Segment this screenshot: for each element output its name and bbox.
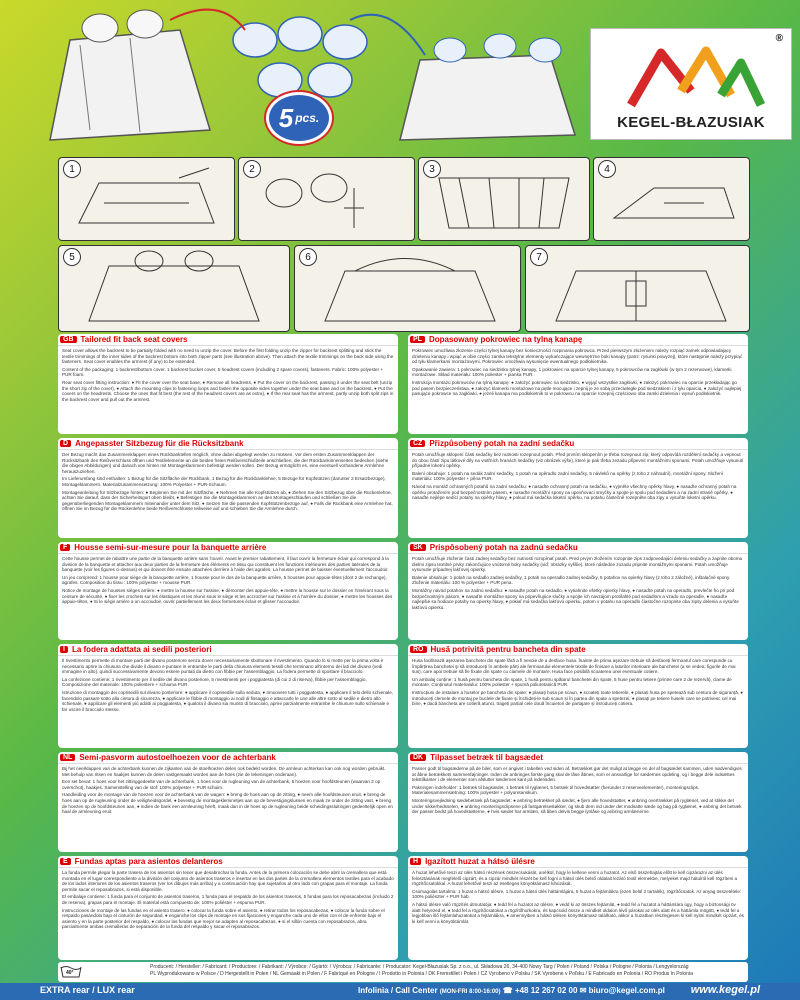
brand-logo bbox=[590, 28, 792, 140]
section-text: Balenie obsahuje: 1 potah na sedadlo zadnej sedačky, 1 potah na operadlo zadnej sedačky, 5 potahov na opierky hlavy (z toho 2 záložné), inštalačné spony. Zloženie materiálu: 100 % polyester + PUR pena. bbox=[412, 574, 731, 586]
producer-info: Producent: / Hersteller: / Fabricant: / Productore: / Fabrikant: / Výrobce: / Gyártó: / Výrobca: / Fabricante: / Producator: Kegel-Błazusiak Sp. z o.o., ul. Składowa 26, 34-400 Nowy Targ / Polen / Poland / Polska / Pologne / Polonia / Lengyelország bbox=[150, 964, 689, 970]
top-illustration-area bbox=[0, 0, 800, 152]
brand-name: KEGEL-BŁAZUSIAK bbox=[617, 114, 765, 131]
section-text: Un ambalaj conține: 1 husă pentru bancheta din spate, 1 husă pentru spătarul banchetei din spate, 5 huse pentru tetiere (printre care 2 de rezervă), clame de montare. Conținutul materialului: 100% poliester + spumă poliuretanică PUR. bbox=[412, 676, 732, 688]
section-title: Dopasowany pokrowiec na tylną kanapę bbox=[428, 335, 583, 344]
step-7-drawing bbox=[526, 246, 749, 331]
section-text: La funda permite plegar la parte trasera de los asientos sin tener que desabrochar la funda. Antes de la primera colocación se debe abrir la cremallera que está montada en el lugar correspondiente a la división del conjunto de asientos traseros e insertar en las dos partes de la cremallera elementos textiles para el acabado de los lados interiores de los asientos traseros (ver los dibujos más arriba) y a continuación hay que sujetarlos al otro lado con grapas para el montaje. La funda permite sacar el reposabrazos, si está disponible. bbox=[62, 870, 394, 892]
step-panel-3 bbox=[418, 157, 590, 241]
language-code: H bbox=[410, 858, 421, 865]
installation-steps bbox=[58, 157, 748, 330]
step-panel-6 bbox=[294, 245, 521, 332]
language-code: D bbox=[60, 440, 71, 447]
product-model: EXTRA rear / LUX rear bbox=[40, 985, 135, 995]
section-title: Přizpůsobený potah na zadní sedačku bbox=[429, 439, 575, 448]
registered-mark: ® bbox=[775, 33, 783, 44]
language-code: SK bbox=[410, 544, 426, 551]
section-title: Prispôsobený potah na zadnú sedačku bbox=[429, 543, 578, 552]
section-text: Een set bevat: 1 hoes voor het zittinggedeelte van de achterbank, 1 hoes voor de rugleuning van de achterbank, 5 hoezen voor hoofdsteunen (waarvan 2 op overschot), haakjes. Samenstelling van de stof: 100% polyester + PUR schuim. bbox=[62, 779, 381, 790]
section-text: Potah umožňuje sklopení části sedačky bez nutnosti rozepnout potah. Před prvním sklopením je třeba rozepnout zip, který odpovídá rozdělení sedačky a vepnout do obou částí zipu látkové díly na vnitřních hranách sedačky (viz obrázek výše), které je pak třeba zezadu připevnit montážními sponami. Potah umožňuje vysunutí případné loketní opěrky. bbox=[412, 452, 744, 469]
section-title: Angepasster Sitzbezug für die Rücksitzbank bbox=[75, 439, 244, 448]
phone-number[interactable]: +48 12 267 02 00 bbox=[514, 986, 578, 995]
section-dk bbox=[408, 752, 748, 852]
section-text: Instrukcja montażu pokrowców na tylną kanapę: ● założyć pokrowiec na siedzisko, ● wyjąć wszystkie zagłówki, ● założyć pokrowiec na oparcie przekładając go pod pasem bezpieczeństwa, ● założyć klamerki montażowe na pętle mocujące i zepnij je ze sobą przeciwległe pod siedziskiem i z tyłu oparcia, ● założyć najlepiej pasujące pokrowce na zagłówki, ● jeżeli kanapa ma podłokietnik to w pokrowcu na oparcie rozepnij częściowo oba zamki dzielenia i wysuń podłokietnik. bbox=[412, 379, 742, 397]
bottom-bar bbox=[0, 983, 800, 1000]
step-number: 3 bbox=[423, 160, 441, 178]
language-code: DK bbox=[410, 754, 426, 761]
language-code: RO bbox=[410, 646, 427, 653]
section-title: Fundas aptas para asientos delanteros bbox=[74, 857, 223, 866]
language-code: GB bbox=[60, 336, 77, 343]
section-sk bbox=[408, 542, 748, 640]
step-6-drawing bbox=[295, 246, 520, 331]
section-text: Instrucțiuni de instalare a huselor pe bancheta din spate: ● plasați husa pe scaun, ● scoateți toate tetierele, ● plasați husa pe spetează sub centura de siguranță, ● introduceți clemele de montaj pe buclele de fixare și închideți-le sub scaun și în partea din spate a spetezei, ● plasați pe tetiere husele care se potrivesc cel mai bine, ● dacă bancheta are cotieră atunci, trageți parțial cele două încuietori de partajare și introduceți cotiera. bbox=[412, 689, 744, 707]
language-code: E bbox=[60, 858, 71, 865]
step-panel-7 bbox=[525, 245, 750, 332]
section-title: La fodera adattata ai sedili posteriori bbox=[71, 645, 212, 654]
step-number: 4 bbox=[598, 160, 616, 178]
section-text: Istruzione di montaggio dei coprisedili sul divano posteriore: ● applicare il coprisedile sulla seduta, ● rimuovere tutti i poggiatesta, ● applicare il telo dello schienale, facendolo passare sotto alla cintura di sicurezza, ● applicare le fibbie di montaggio ai nodi di fissaggio e attaccarle le une alle altre sotto al sedile e dietro allo schienale, ● applicare gli elementi più adatti ai poggiatesta, ● qualora il divano sia munito di bracciolo, aprire parzialmente entrambe le chiusure sullo schienale e far uscire il bracciolo stesso. bbox=[62, 689, 394, 712]
section-i bbox=[58, 644, 398, 748]
instructions-area bbox=[58, 334, 748, 960]
pieces-count-badge bbox=[266, 92, 332, 144]
section-text: Passer godt til bagsæderne på de biler, som er angivet i tabellen ved siden af. Betrækket gør det muligt at lægge en del af bagsædet sammen, uden nødvendigvis at åbne betrækkets sammenføjninger. Inden de anbringes første gang skal de låse åbnes, som er ansvarlige for sædernes opdeling, og i begge dele indsættes tekstilkanter i de elementer som afslutter sædernes kant på inderisden. bbox=[412, 766, 742, 783]
step-3-drawing bbox=[419, 158, 589, 240]
step-number: 1 bbox=[63, 160, 81, 178]
section-text: Cette housse permet de rabattre une partie de la banquette arrière sans l'ouvrir. Avant le premier rabattement, il faut ouvrir la fermeture éclair qui correspond à la division de la banquette et attacher aux deux parties de la fermeture des éléments en tissu qui constituent les fonctions intérieures des parties latérales de la banquette (voir les figures ci-dessus) et qui doivent être ensuite attachées derrière à l'aide des agrafes. La housse permet de baisser éventuellement l'accoudoir. bbox=[62, 556, 389, 573]
email-address[interactable]: biuro@kegel.com.pl bbox=[588, 986, 665, 995]
step-number: 7 bbox=[530, 248, 548, 266]
email-icon: ✉ bbox=[579, 986, 587, 995]
section-title: Igazított huzat a hátsó ülésre bbox=[425, 857, 535, 866]
section-title: Semi-pasvorm autostoelhoezen voor de achterbank bbox=[79, 753, 276, 762]
section-cz bbox=[408, 438, 748, 538]
pieces-count: 5 bbox=[278, 102, 294, 133]
step-panel-2 bbox=[238, 157, 415, 241]
language-code: NL bbox=[60, 754, 75, 761]
section-text: Notice de montage de housses sièges arrière: ● mettre la housse sur l'assise, ● démonter des appuie-tête, ● mettre la housse sur le dossier en l'insérant sous la ceinture de sécurité, ● fixer les crochets sur les élastiques et les réunir sous le siège et les accrocher sur l'assise et à l'arrière du dossier, ● mettre les housses des appuie-têtes, ● Si le siège arrière a un accoudoir, ouvrir partiellement les deux fermetures éclair et glisser l'accoudoir. bbox=[62, 587, 393, 605]
section-text: Opakowanie zawiera: 1 pokrowiec na siedzisko tylnej kanapy, 1 pokrowiec na oparcie tylnej kanapy, 5 pokrowców na zagłówki (w tym 2 rezerwowe), klamerki montażowe. Skład materiału: 100% poliester + pianka PUR. bbox=[412, 366, 732, 378]
language-code: I bbox=[60, 646, 68, 653]
section-text: El embalaje contiene: 1 funda para el conjunto de asientos traseros, 1 funda para el respaldo de los asientos traseros, 5 fundas para los reposacabezas (incluido 2 de reserva), grapas para el montaje. El material está compuesto de: 100% poliéster + espuma PUR. bbox=[62, 894, 394, 905]
section-h bbox=[408, 856, 748, 960]
call-center-label: Infolinia / Call Center bbox=[358, 986, 438, 995]
section-text: Der Bezug macht das Zusammenklappen eines Rückbanktelles möglich, ohne dabei abgelegt werden zu müssen. Vor dem ersten Zusammenklappen der Rücksitzbank den Reißverschluss öffnen und Textilelemente an die beiden freien Reißverschlußteile anschließen, die der Rückbankinnenseiten bedecken (siehe die obigen Abbildungen) und danach von hinten mit Montageklammern befestigt werden sollen. Der Bezug ermöglicht es, eine eventuell vorhandene Armlehne herauszuziehen. bbox=[62, 452, 389, 474]
step-5-drawing bbox=[59, 246, 289, 331]
section-text: Rear seat cover fitting instruction: ● Fit the cover over the seat base, ● Remove all headrests, ● Put the cover on the backrest, passing it under the seat belt (unzip the short zip of the cover), ● Attach the mounting clips to fastening loops and fasten the opposite sides together under the seat base and on the backrest, ● Put the covers on the headrests. Choose the ones that fit best (the rest of the headrest covers are as extra), ● If the rear seat has the armrest, partly unzip both split zips in the backrest cover and pull out the armrest. bbox=[62, 379, 394, 402]
step-panel-5 bbox=[58, 245, 290, 332]
step-number: 6 bbox=[299, 248, 317, 266]
section-text: Content of the packaging: 1 backrest/bottom cover, 1 backrest bucket cover, 5 headrest covers (including 2 spare covers), fasteners. Fabric: 100% polyester + PUR foam. bbox=[62, 366, 384, 378]
section-title: Tilpasset betræk til bagsædet bbox=[430, 753, 543, 762]
section-text: Un jeu comprend: 1 housse pour siège de la banquette arrière, 1 housse pour le dos de la banquette arrière, 5 housses pour appuie-têtes (dont 2 de rechange), agrafes. Composition du tissu : 100% polyester + mousse PUR. bbox=[62, 574, 387, 586]
section-text: Im Lieferumfang sind enthalten: 1 Bezug für die Sitzfläche der Rückbank, 1 Bezug für die Rückbanklehne, 5 Bezüge für Kopfstützen (darunter 2 Ersatzbezüge), Montageklammern. Materialzusammensetzung: 100% Polyester + PUR-Schaum. bbox=[62, 476, 386, 487]
section-text: Montageanleitung für Sitzbezüge hinten: ● Beginnen Sie mit der Sitzfläche, ● Nehmen Sie alle Kopfstützen ab, ● Ziehen Sie den Sitzbezug über die Rückenlehne, achten Sie darauf, dass der Sicherheitsgurt oben bleibt, ● Befestigen Sie die Montageklammern an den Montageschlaufen und schließen Sie die gegenüberliegenden Montageklammern miteinander unter dem Sitz, ● Setzen Sie die passenden Kopfstützenbezüge auf, ● Falls die Rückbank eine Armlehne hat, öffnen Sie im Bezug für die Rückenlehne beide Reißverschlüsse teilweise auf und schieben Sie die Armlehne durch. bbox=[62, 489, 393, 512]
step-panel-1 bbox=[58, 157, 235, 241]
language-code: PL bbox=[410, 336, 425, 343]
mountain-logo-icon bbox=[591, 33, 791, 113]
section-f bbox=[58, 542, 398, 640]
section-text: Handleiding voor de montage van de hoezen voor de achterbank van de wagen: ● breng de hoes aan op de zitting, ● neem alle hoofdsteunen eruit, ● breng de hoes aan op de rugleuning onder de veiligheidsgordel, ● bevestig de montagekleminetjes aan op de bevestigingslussen en maak ze onder de zitting vast, ● breng de hoezen op de hoofdsteunen aan, ● indien de bank een armleuning heeft, maak dan in de hoes op de rugleuning beide scheidingssluitingen gedeeltelijk open en haal de armleuning eruit. bbox=[62, 792, 393, 815]
section-ro bbox=[408, 644, 748, 748]
section-text: Balení obsahuje: 1 potah na sedák zadní sedačky, 1 potah na opěradlo zadní sedačky, 5 návleků na opěrky (z toho 2 náhradní), montážní spony. Složení materiálu: 100% polyester + pěna PUR. bbox=[412, 470, 724, 482]
step-number: 2 bbox=[243, 160, 261, 178]
phone-icon: ☎ bbox=[502, 986, 513, 995]
section-text: Seat cover allows the backrest to be partially folded with no need to unzip the cover. Before the first folding unzip the zipper for backrest splitting and stick the textile trimmings of the inner sides of the backrest bottom into both zipper parts (see illustration above). Then attach the textile trimmings on the back side using the fasteners. Seat cover enables the armrest (if any) to be extended. bbox=[62, 348, 394, 365]
made-in-info: PL Wyprodukowano w Polsce / D Hergestellt in Polen / NL Gemaakt in Polen / F Fabriqué en Pologne / I Prodotto in Polonia / DK Fremstillet i Polen / CZ Vyrobeno v Polsku / SK Vyrobene v Poľsku / E Fabricado en Polonia / RO Produs în Polonia bbox=[150, 971, 693, 977]
language-code: CZ bbox=[410, 440, 425, 447]
section-gb bbox=[58, 334, 398, 434]
step-panel-4 bbox=[593, 157, 750, 241]
instructions-right-column bbox=[408, 334, 748, 960]
step-1-drawing bbox=[59, 158, 234, 240]
section-text: Pakningen indeholder: 1 betræk til bagsædet, 1 betræk til ryglænet, 5 betræk til hovedstøtter (herunder 2 reserveelementer), monteringsclips. Materialesammensætning: 100% polyester + polyuretanskum. bbox=[412, 784, 700, 796]
section-d bbox=[58, 438, 398, 538]
section-text: Potah umožňuje zloženie časti zadnej sedačky bez nutnosti rozopínať potah. Pred prvým zložením rozopnite zips zodpovedajúci deleniu sedačky a zapnite obomа dielmi zipsu textilné prvky zakončujúce vnútorné boky sedačky (viď: obrázky vyššie), ktoré následne zozadu pripnite montážnymi sponami. Potah umožňuje vysunutie prípadnej lakťovej opierky. bbox=[412, 556, 743, 573]
step-2-drawing bbox=[239, 158, 414, 240]
producer-footer bbox=[58, 962, 748, 982]
section-text: A huzat lehetővé teszi az ülés hátsó részének összecsukását, anélkül, hogy le kellene venni a huzatot. Az első összehajtás előtt le kell cipzárazni az ülés felosztásának megfelelő cipzárt, és a cipzár mindkét részét be kell fogni a hátsó ülés belső oldalait lezáró textil elemekbe, melyeket majd hátulról kell rögzíteni a rögzítőcsatokkal. A huzat lehetővé teszi az esetleges könyöktámasz kihúzását. bbox=[412, 870, 738, 887]
language-code: F bbox=[60, 544, 70, 551]
section-text: Csomagolás tartalma: 1 huzat a hátsó ülésre, 1 huzat a hátsó ülés háttámlájára, 5 huzat a fejtámlákra (ezen belül 2 tartalék), rögzítőcsatok. Az anyag összetétele: 100% poliészter + PUR hab. bbox=[412, 888, 742, 900]
website-link[interactable]: www.kegel.pl bbox=[690, 984, 760, 996]
section-text: A hátsó ülésre való rögzítés útmutatója: ● tedd fel a huzatot az ülésre, ● vedd ki az összes fejtámlát, ● tedd fel a huzatot a háttámlára úgy, hogy a biztonsági öv alatt helyezed el, ● tedd fel a rögzítőcsatokat a rögzítőhurkokra, és kapcsold össze a mindkét oldalon lévő párokat az ülés alatt és a háttámla mögött, ● tedd fel a legjobban illő fejtámlahuzatokat a fejtámlákra, ● amennyiben a hátsó ülésen könyöktámasz található, akkor a huzatban részlegesen ki kell nyitni mindkét cipzárt, és ki kell venni a könyöktámlát. bbox=[412, 901, 744, 924]
step-number: 5 bbox=[63, 248, 81, 266]
section-text: Il rivestimento permette di montare parti del divano posteriore senza dover necessariamente sbottonare il rivestimento. Quando lo si mette per la prima volta è necessario aprire la chiusura che divide il divano e puntare in entrambe le parti della chiusura elementi tessili che terminano all'interno dei lati del divano (vedi immagine in alto), quindi successivamente devono essere puntati da dietro con fibbie per l'assemblaggio. La fodera permette di spostare il bracciolo. bbox=[62, 658, 384, 675]
instructions-left-column bbox=[58, 334, 398, 960]
section-text: Montážny návod potahov na zadnú sedačku: ● nasaďte potah na sedadlo, ● vytiahnite všetky opierky hlavy, ● nasaďte potah na operadlo, prevlečte ho pri pod bezpečnostným pásom, ● nasaďte montážne spony na pripevňujúce slučky a spojte ich navzájom protiľahlé pod sedadlom a vzadu na operadle, ● nasaďte najlepšie sa hodiace potahy na opierky hlavy, ● pokiaľ má sedačka lakťovú opierku, potom v potahu na operadlo čiastočne rozopnite oba zipsy delenia a vysuňte lakťovú opierku. bbox=[412, 587, 739, 610]
section-text: Pokrowiec umożliwia złożenie części tylnej kanapy bez konieczności rozpinania pokrowca. Przed pierwszym złożeniem należy rozpiąć zamek odpowiadający dzieleniu kanapy i wpiąć w obie części zamka tekstylne elementy wykańczające wewnętrzne boki kanapy (patrz: rysunki powyżej), które następnie należy przypiąć od tyłu klamerkami montażowymi. Pokrowiec umożliwia wysunięcie ewentualnego podłokietnika. bbox=[412, 348, 743, 365]
wash-40-icon bbox=[60, 964, 90, 980]
section-e bbox=[58, 856, 398, 960]
call-center-hours: (MON-FRI 8:00-16:00) bbox=[439, 989, 501, 995]
call-center bbox=[358, 986, 665, 995]
section-text: Monteringsvejledning sædebetræk på bagsædet: ● anbring betrækket på sædet, ● fjern alle hovedstøtter, ● anbring overtrækket på ryglænet, ved at stikke det under sikkerhedsselen, ● anbring monteringsclipsene på fastgørelsesløkker, og skub dem ind under det modsatte sæde og bag på ryglænet, ● anbring det betræk der passer bedst på hovedstøtterne, ● hvis sædet har armlæn, så åben delvis begge lynlåse og anbring armlænerne. bbox=[412, 797, 742, 815]
section-text: Husa facilitează aşezarea banchetei din spate fără a fi nevoie de a desface husa. Înainte de prima aşezare trebuie să desfaceți fermoarul care corespunde cu împărțirea banchetei şi să introduceți în ambele părți ale fermoarului elementele textile de finisare a laturilor interioare ale banchetei (a se vedea: figurile de mai sus), care apoi trebuie să fie fixate din spate cu clamele de montare. Husa face posibilă scoaterea unei eventuale cotiere. bbox=[412, 658, 736, 675]
section-text: Instrucciones de montaje de las fundas en el asiento trasero: ● colocar la funda sobre el asiento, ● retirar todos los reposacabezas, ● colocar la funda sobre el respaldo pasándola bajo el cinturón de seguridad, ● enganche los clips de montaje en sus fijaciones y enganche cada uno de ellos con el de enfrente bajo el asiento y en la parte posterior del respaldo, ● colocar las fundas que mejor se adapten al reposacabezas, ● si el sillón cuenta con reposabrazos, abra parcialmente ambas cremalleras de separación de la funda del respaldo y sacar el reposabrazos. bbox=[62, 907, 385, 930]
section-title: Tailored fit back seat covers bbox=[80, 335, 188, 344]
section-pl bbox=[408, 334, 748, 434]
step-4-drawing bbox=[594, 158, 749, 240]
section-title: Housse semi-sur-mesure pour la banquette arrière bbox=[74, 543, 267, 552]
section-text: Návod na montáž ochranných potahů na zadní sedačku: ● nasaďte ochranný potah na sedačku, ● vyjměte všechny opěrky hlavy, ● nasaďte ochranný potah na opěrku protažením pod bezpečnostním pásem, ● nasaďte montážní spony na upevňovací smyčky a spojte je spolu pod sedadlem a na zadní straně opěrky, ● nasaďte nejlépe sedící potahy na opěrky hlavy, ● pokud má sedačka loketní opěrku, na potahu částečně rozepněte oba zipy a vysuňte loketní opěrku. bbox=[412, 483, 737, 501]
section-nl bbox=[58, 752, 398, 852]
section-title: Husă potrivită pentru bancheta din spate bbox=[430, 645, 586, 654]
section-text: Bij het neerklappen van de achterbank kunnen de zijkanten van de stoelhoezen delen ook bedekt worden. De armleun achterkan kan ook nog worden gebruikt. Met behulp van ritsen en haakjes kunnen de delen vastgemaakt worden aan de hoes (zie de tekeningen onderaan). bbox=[62, 766, 386, 777]
pieces-unit: pcs. bbox=[295, 111, 320, 125]
wash-temperature: 40° bbox=[66, 970, 74, 976]
section-text: La confezione contiene: 1 rivestimento per il sedile del divano posteriore, 5 rivestimenti per i poggiatesta (di cui 2 di riserva), fibbie per l'assemblaggio. Composizione del materiale: 100% poliestere + schiuma PUR. bbox=[62, 676, 367, 688]
